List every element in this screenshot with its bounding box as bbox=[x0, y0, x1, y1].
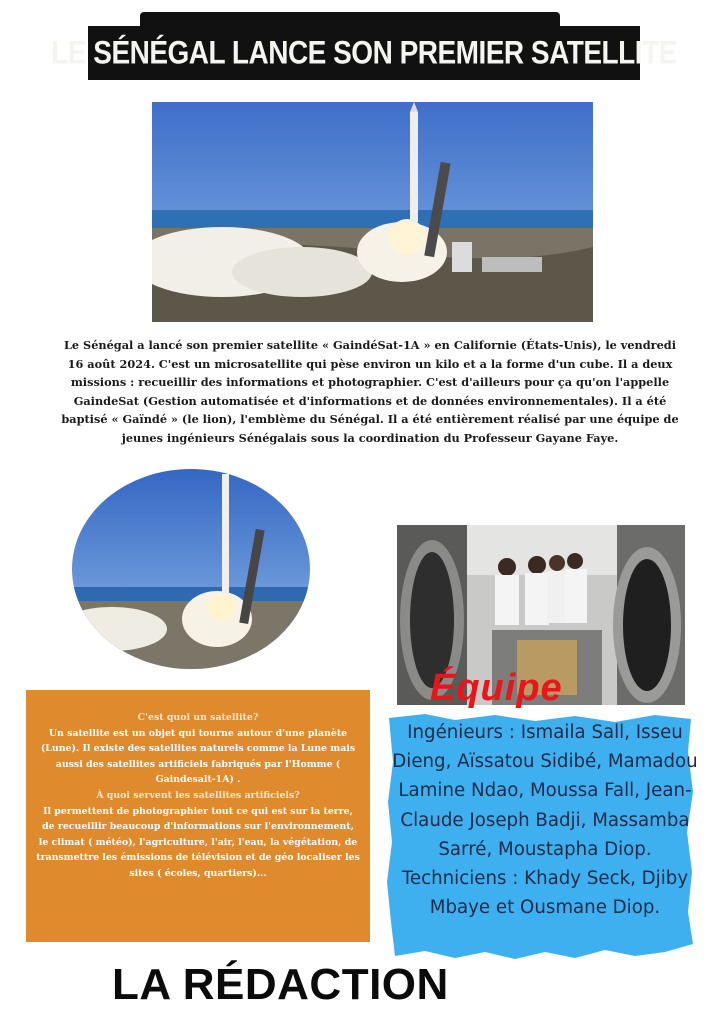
question-what-is-satellite: C'est quoi un satellite? bbox=[137, 712, 259, 723]
answer-what-is-satellite: Un satellite est un objet qui tourne autour d'une planète (Lune). Il existe des satellites naturels comme la Lune mais aussi des satellites artificiels fabriqués par l'Homme ( Gaindesalt-1A) . bbox=[40, 727, 356, 786]
question-satellite-uses: À quoi servent les satellites artificiels? bbox=[96, 789, 300, 801]
rocket-launch-photo bbox=[152, 102, 593, 322]
satellite-info-box bbox=[26, 690, 370, 942]
page-title: LE SÉNÉGAL LANCE SON PREMIER SATELLITE bbox=[51, 34, 677, 71]
engineers-list: Ingénieurs : Ismaila Sall, Isseu Dieng, Aïssatou Sidibé, Mamadou Lamine Ndao, Moussa Fall, Jean-Claude Joseph Badji, Massamba Sarré, Moustapha Diop. bbox=[392, 722, 698, 860]
intro-paragraph: Le Sénégal a lancé son premier satellite « GaindéSat-1A » en Californie (États-Unis), le vendredi 16 août 2024. C'est un microsatellite qui pèse environ un kilo et a la forme d'un cube. Il a deux missions : recueillir des informations et photographier. C'est d'ailleurs pour ça qu'on l'appelle GaindeSat (Gestion automatisée et d'informations et de données environnementales). Il a été baptisé « Gaïndé » (le lion), l'emblème du Sénégal. Il a été entièrement réalisé par une équipe de jeunes ingénieurs Sénégalais sous la coordination du Professeur Gayane Faye. bbox=[61, 338, 679, 445]
rocket-launch-circle-photo bbox=[72, 469, 310, 669]
team-members bbox=[392, 718, 698, 922]
team-title: Équipe bbox=[430, 667, 563, 709]
answer-satellite-uses: Il permettent de photographier tout ce qui est sur la terre, de recueillir beaucoup d'informations sur l'environnement, le climat ( météo), l'agriculture, l'air, l'eau, la végétation, de transmettre les émissions de télévision et de géo localiser les sites ( écoles, quartiers)... bbox=[36, 805, 360, 879]
technicians-list: Techniciens : Khady Seck, Djiby Mbaye et Ousmane Diop. bbox=[401, 868, 689, 919]
page-title-banner bbox=[51, 26, 677, 80]
editorial-signature: LA RÉDACTION bbox=[112, 960, 449, 1009]
